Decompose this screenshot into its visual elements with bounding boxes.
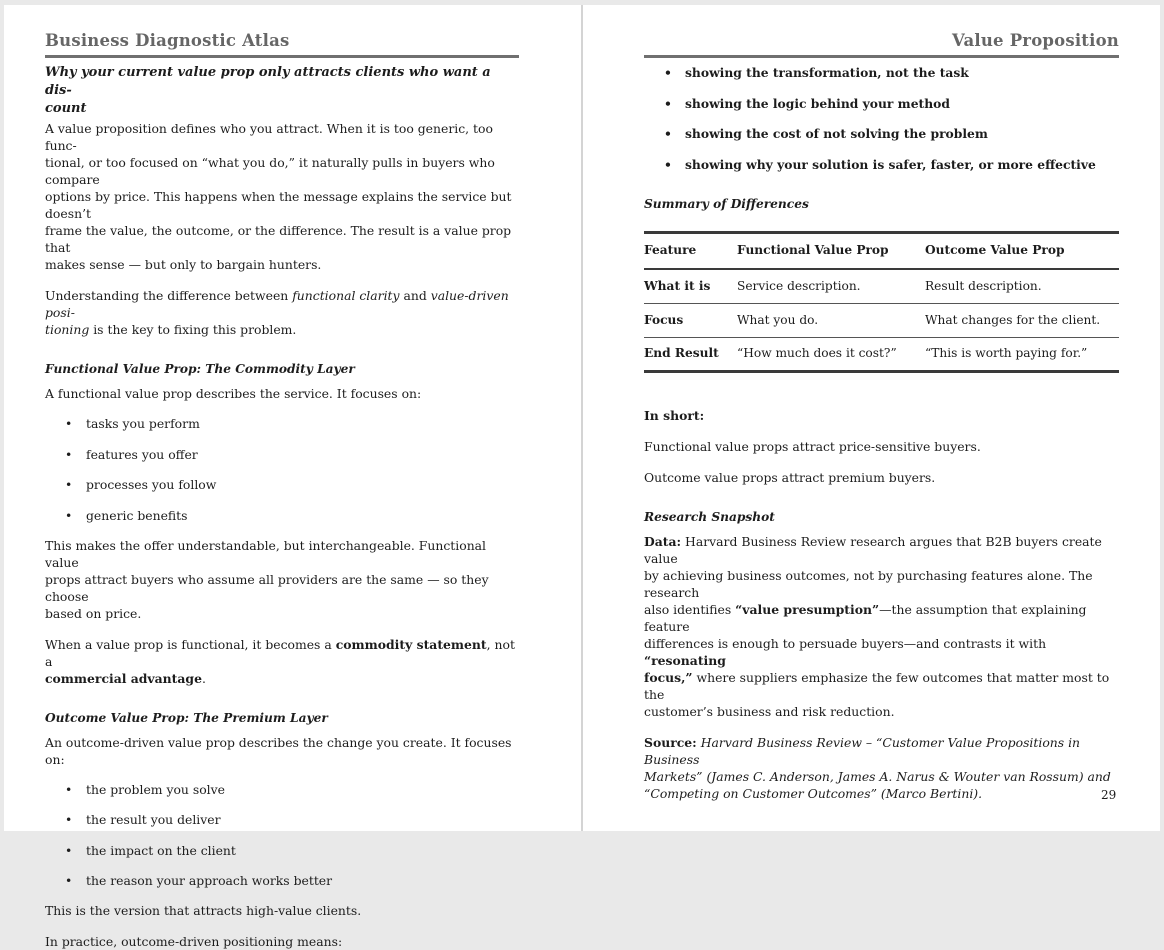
table-header: Feature (644, 243, 697, 258)
left-page (45, 5, 519, 949)
short-line: Functional value props attract price-sensitive buyers. (644, 438, 981, 454)
text-run: and (399, 288, 431, 303)
list-item: • showing why your solution is safer, faster, or more effective (644, 156, 1119, 173)
data-line: customer’s business and risk reduction. (644, 703, 895, 719)
table-header-row (644, 232, 1119, 269)
data-line: by achieving business outcomes, not by purchasing features alone. The research (644, 567, 1093, 600)
table-cell: Focus (644, 312, 684, 327)
text-run: , not a (45, 636, 515, 669)
table-cell: “This is worth paying for.” (925, 346, 1088, 360)
summary-table (644, 231, 1119, 373)
intro-line: frame the value, the outcome, or the difference. The result is a value prop that (45, 223, 512, 255)
data-paragraph (644, 533, 1119, 720)
in-short-label: In short: (644, 407, 705, 423)
page-gutter (581, 5, 583, 831)
section-heading-line: Why your current value prop only attracts clients who want a dis- (45, 65, 491, 98)
intro-line: makes sense — but only to bargain hunters. (45, 257, 322, 272)
book-spread (4, 5, 1160, 949)
list-item: • showing the cost of not solving the problem (644, 125, 1119, 142)
table-cell: What it is (644, 278, 711, 293)
table-row (644, 269, 1119, 303)
list-item: • the reason your approach works better (45, 872, 519, 889)
note-line: This makes the offer understandable, but interchangeable. Functional value (45, 537, 487, 570)
running-head-right: Value Proposition (644, 31, 1119, 58)
table-cell: End Result (644, 346, 719, 360)
emphasis-text: functional clarity (292, 288, 400, 303)
note-line: based on price. (45, 605, 142, 621)
source-text: Markets” (James C. Anderson, James A. Narus & Wouter van Rossum) and (644, 768, 1111, 784)
page-number: 29 (1101, 788, 1117, 802)
source-paragraph (644, 734, 1119, 802)
bold-text: “value presumption” (735, 601, 880, 617)
list-item: • the result you deliver (45, 811, 519, 828)
intro-line: tional, or too focused on “what you do,” it naturally pulls in buyers who compare (45, 155, 495, 187)
left-content (45, 64, 519, 950)
list-item: • features you offer (45, 446, 519, 463)
bold-text: commercial advantage (45, 670, 202, 686)
text-run: differences is enough to persuade buyers—and contrasts it with (644, 635, 1047, 651)
note-line: props attract buyers who assume all providers are the same — so they choose (45, 571, 489, 604)
table-header: Functional Value Prop (737, 243, 889, 258)
section-heading-line: count (45, 101, 87, 116)
text-run: is the key to fixing this problem. (89, 322, 297, 337)
bold-text: focus,” (644, 669, 693, 685)
functional-list (45, 415, 519, 524)
positioning-list (644, 64, 1119, 173)
bold-text: “resonating (644, 652, 726, 668)
table-cell: What you do. (737, 312, 819, 327)
practice-line: In practice, outcome-driven positioning means: (45, 934, 343, 949)
functional-intro: A functional value prop describes the service. It focuses on: (45, 386, 422, 401)
source-text: “Competing on Customer Outcomes” (Marco Bertini). (644, 785, 983, 801)
intro-paragraph (45, 120, 519, 273)
text-run: . (201, 670, 206, 686)
running-head-left: Business Diagnostic Atlas (45, 31, 519, 58)
emphasis-text: value-driven posi- (45, 288, 509, 320)
outcome-list (45, 781, 519, 890)
intro-line: options by price. This happens when the message explains the service but doesn’t (45, 189, 512, 221)
outcome-intro: An outcome-driven value prop describes the change you create. It focuses on: (45, 734, 512, 767)
commodity-paragraph (45, 636, 519, 687)
table-cell: “How much does it cost?” (737, 346, 897, 360)
understanding-paragraph (45, 287, 519, 338)
text-run: Harvard Business Review research argues that B2B buyers create value (644, 533, 1102, 566)
text-run: When a value prop is functional, it becomes a (45, 636, 336, 652)
emphasis-text: tioning (45, 322, 90, 337)
list-item: • tasks you perform (45, 415, 519, 432)
text-run: where suppliers emphasize the few outcomes that matter most to the (644, 669, 1110, 702)
research-heading: Research Snapshot (644, 509, 775, 524)
intro-line: A value proposition defines who you attract. When it is too generic, too func- (45, 121, 493, 153)
short-line: Outcome value props attract premium buyers. (644, 469, 936, 485)
list-item: • the problem you solve (45, 781, 519, 798)
table-cell: What changes for the client. (925, 312, 1101, 327)
outcome-heading: Outcome Value Prop: The Premium Layer (45, 710, 328, 725)
text-run: also identifies (644, 601, 736, 617)
text-run: —the assumption that explaining feature (644, 601, 1087, 634)
table-row (644, 337, 1119, 371)
summary-heading: Summary of Differences (644, 196, 809, 211)
list-item: • showing the logic behind your method (644, 95, 1119, 112)
table-cell: Result description. (925, 278, 1042, 293)
list-item: • generic benefits (45, 507, 519, 524)
data-label: Data: (644, 533, 682, 549)
list-item: • showing the transformation, not the task (644, 64, 1119, 81)
list-item: • processes you follow (45, 476, 519, 493)
bold-text: commodity statement (335, 636, 487, 652)
right-content (644, 64, 1119, 802)
text-run: Understanding the difference between (45, 288, 293, 303)
source-text: Harvard Business Review – “Customer Value Propositions in Business (644, 734, 1081, 767)
functional-heading: Functional Value Prop: The Commodity Layer (45, 362, 355, 376)
right-page (644, 5, 1119, 831)
section-heading (45, 64, 519, 118)
list-item: • the impact on the client (45, 842, 519, 859)
functional-note (45, 537, 519, 622)
table-row (644, 303, 1119, 337)
table-header: Outcome Value Prop (925, 243, 1065, 258)
version-line: This is the version that attracts high-value clients. (45, 903, 362, 918)
source-label: Source: (644, 734, 697, 750)
table-cell: Service description. (737, 278, 861, 293)
